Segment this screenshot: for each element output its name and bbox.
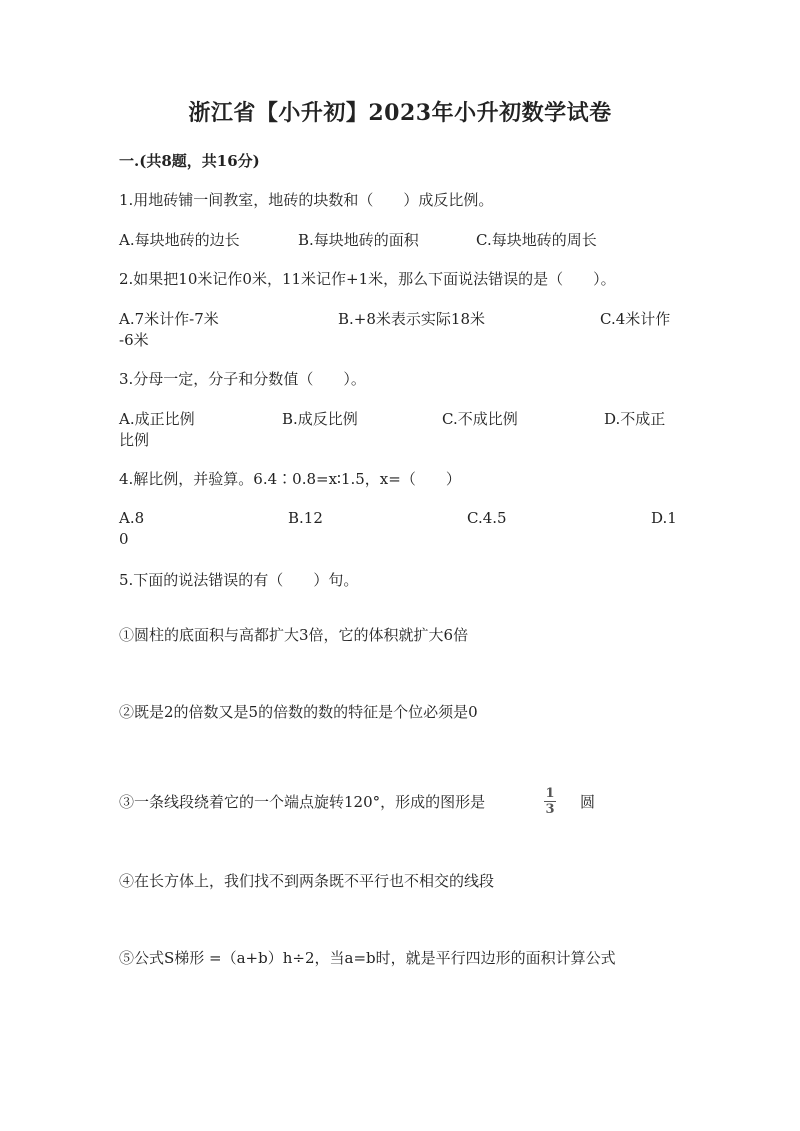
question-5-statement-2: ②既是2的倍数又是5的倍数的数的特征是个位必须是0 [119, 703, 478, 721]
question-4-option-d: D.1 [651, 509, 677, 527]
question-3-option-d: D.不成正 [604, 410, 666, 428]
question-4-option-a: A.8 [119, 509, 145, 527]
question-5-stem: 5.下面的说法错误的有（ ）句。 [119, 571, 359, 589]
question-3-stem: 3.分母一定，分子和分数值（ ）。 [119, 370, 366, 388]
question-1-stem: 1.用地砖铺一间教室，地砖的块数和（ ）成反比例。 [119, 191, 494, 209]
question-3-option-d-continued: 比例 [119, 431, 150, 449]
question-1-option-a: A.每块地砖的边长 [119, 231, 240, 249]
question-3-option-a: A.成正比例 [119, 410, 195, 428]
fraction-denominator: 3 [545, 802, 555, 817]
fraction-one-third [540, 786, 560, 817]
question-3-option-c: C.不成比例 [442, 410, 518, 428]
question-1-option-b: B.每块地砖的面积 [298, 231, 419, 249]
question-3-option-b: B.成反比例 [282, 410, 358, 428]
question-5-statement-3-tail: 圆 [580, 793, 596, 811]
question-5-statement-4: ④在长方体上，我们找不到两条既不平行也不相交的线段 [119, 872, 495, 890]
question-5-statement-3: ③一条线段绕着它的一个端点旋转120°，形成的图形是 [119, 793, 486, 811]
question-4-option-d-continued: 0 [119, 530, 129, 548]
section-heading: 一.(共8题，共16分) [119, 152, 260, 170]
page-title: 浙江省【小升初】2023年小升初数学试卷 [188, 100, 612, 126]
fraction-numerator: 1 [545, 786, 555, 801]
question-4-option-b: B.12 [288, 509, 323, 527]
question-2-option-a: A.7米计作-7米 [119, 310, 219, 328]
question-2-option-c-continued: -6米 [119, 331, 149, 349]
question-4-option-c: C.4.5 [467, 509, 507, 527]
question-2-option-b: B.+8米表示实际18米 [338, 310, 485, 328]
question-4-stem: 4.解比例，并验算。6.4∶0.8=x∶1.5，x=（ ） [119, 470, 461, 488]
question-1-option-c: C.每块地砖的周长 [476, 231, 597, 249]
question-2-stem: 2.如果把10米记作0米，11米记作+1米，那么下面说法错误的是（ ）。 [119, 270, 616, 288]
question-5-statement-5: ⑤公式S梯形 =（a+b）h÷2，当a=b时，就是平行四边形的面积计算公式 [119, 949, 616, 967]
question-5-statement-1: ①圆柱的底面积与高都扩大3倍，它的体积就扩大6倍 [119, 626, 469, 644]
question-2-option-c: C.4米计作 [600, 310, 671, 328]
